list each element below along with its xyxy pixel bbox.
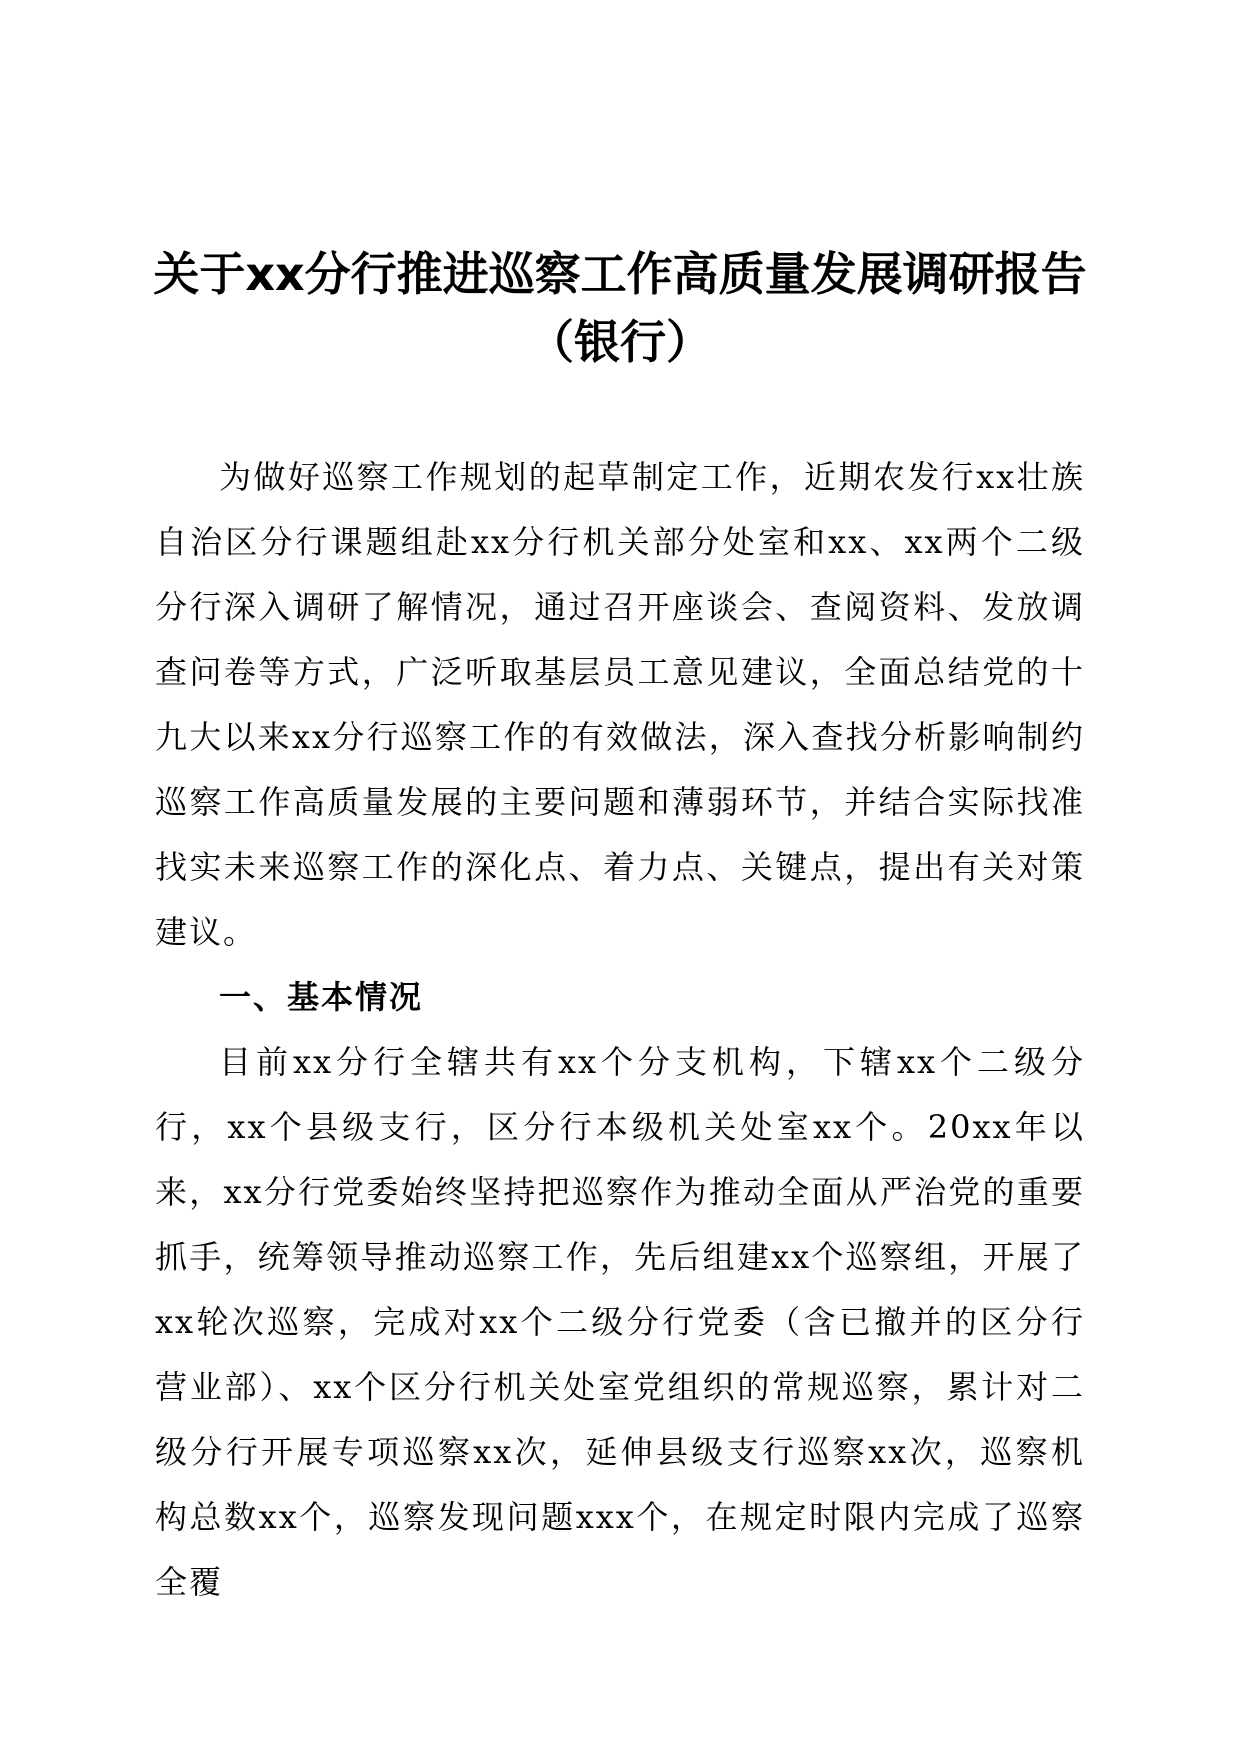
document-body <box>155 445 1085 1615</box>
intro-paragraph: 为做好巡察工作规划的起草制定工作，近期农发行xx壮族自治区分行课题组赴xx分行机关部分处室和xx、xx两个二级分行深入调研了解情况，通过召开座谈会、查阅资料、发放调查问卷等方式，广泛听取基层员工意见建议，全面总结党的十九大以来xx分行巡察工作的有效做法，深入查找分析影响制约巡察工作高质量发展的主要问题和薄弱环节，并结合实际找准找实未来巡察工作的深化点、着力点、关键点，提出有关对策建议。 <box>155 458 1085 951</box>
section-heading-basic-situation: 一、基本情况 <box>219 978 424 1016</box>
basic-situation-paragraph: 目前xx分行全辖共有xx个分支机构，下辖xx个二级分行，xx个县级支行，区分行本级机关处室xx个。20xx年以来，xx分行党委始终坚持把巡察作为推动全面从严治党的重要抓手，统筹领导推动巡察工作，先后组建xx个巡察组，开展了xx轮次巡察，完成对xx个二级分行党委（含已撤并的区分行营业部）、xx个区分行机关处室党组织的常规巡察，累计对二级分行开展专项巡察xx次，延伸县级支行巡察xx次，巡察机构总数xx个，巡察发现问题xxx个，在规定时限内完成了巡察全覆 <box>155 1043 1085 1601</box>
document-title: 关于xx分行推进巡察工作高质量发展调研报告（银行） <box>153 247 1087 369</box>
